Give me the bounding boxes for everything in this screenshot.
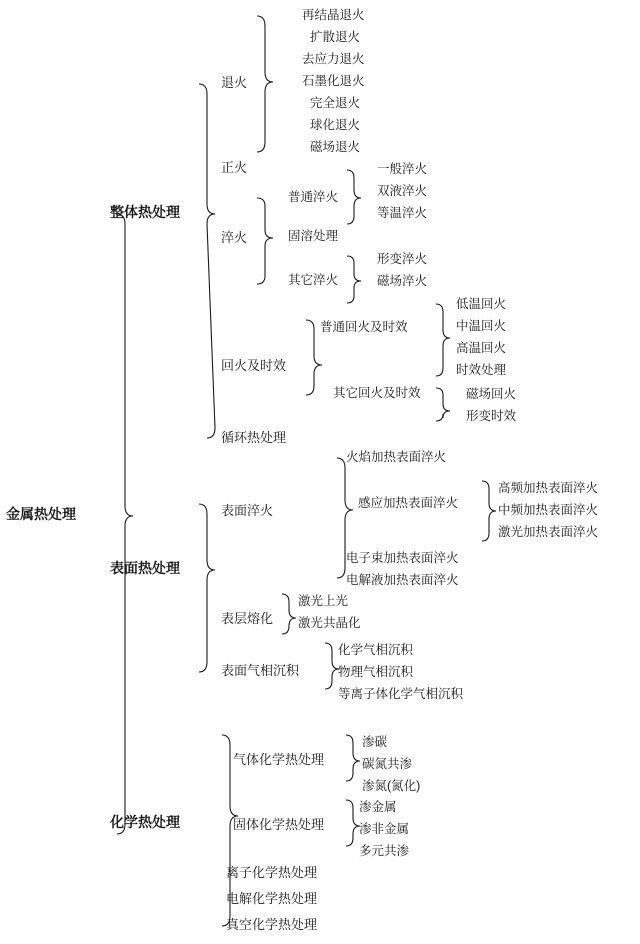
- leaf-node[interactable]: 双液淬火: [377, 184, 428, 198]
- leaf-node[interactable]: 电子束加热表面淬火: [346, 551, 459, 565]
- leaf-node[interactable]: 再结晶退火: [302, 8, 365, 22]
- leaf-node[interactable]: 多元共渗: [359, 844, 410, 858]
- node-other-tempering-aging[interactable]: 其它回火及时效: [333, 386, 421, 400]
- leaf-node[interactable]: 高温回火: [456, 341, 507, 355]
- node-solution-treatment[interactable]: 固溶处理: [288, 229, 339, 243]
- leaf-node[interactable]: 石墨化退火: [302, 74, 365, 88]
- leaf-node[interactable]: 磁场回火: [466, 387, 517, 401]
- node-electrolytic-chemical-heat-treatment[interactable]: 电解化学热处理: [226, 891, 318, 906]
- leaf-node[interactable]: 火焰加热表面淬火: [346, 450, 447, 464]
- node-normalizing[interactable]: 正火: [221, 160, 248, 175]
- leaf-node[interactable]: 完全退火: [310, 96, 361, 110]
- leaf-node[interactable]: 渗金属: [359, 800, 397, 814]
- node-gas-chemical-heat-treatment[interactable]: 气体化学热处理: [233, 752, 325, 767]
- leaf-node[interactable]: 激光上光: [298, 594, 349, 608]
- branch-node-whole-heat-treatment[interactable]: 整体热处理: [110, 204, 180, 220]
- leaf-node[interactable]: 磁场淬火: [377, 274, 428, 288]
- leaf-node[interactable]: 球化退火: [310, 118, 361, 132]
- node-vacuum-chemical-heat-treatment[interactable]: 真空化学热处理: [226, 917, 318, 932]
- leaf-node[interactable]: 激光加热表面淬火: [498, 525, 599, 539]
- node-surface-quenching[interactable]: 表面淬火: [221, 503, 274, 518]
- leaf-node[interactable]: 高频加热表面淬火: [498, 481, 599, 495]
- node-ion-chemical-heat-treatment[interactable]: 离子化学热处理: [226, 865, 318, 880]
- leaf-node[interactable]: 磁场退火: [310, 140, 361, 154]
- leaf-node[interactable]: 扩散退火: [310, 30, 361, 44]
- root-node[interactable]: 金属热处理: [6, 506, 76, 522]
- leaf-node[interactable]: 渗碳: [362, 735, 388, 749]
- node-tempering-aging[interactable]: 回火及时效: [221, 358, 287, 373]
- leaf-node[interactable]: 等温淬火: [377, 206, 428, 220]
- leaf-node[interactable]: 激光共晶化: [298, 616, 361, 630]
- leaf-node[interactable]: 形变淬火: [377, 252, 428, 266]
- leaf-node[interactable]: 去应力退火: [302, 52, 365, 66]
- leaf-node[interactable]: 等离子体化学气相沉积: [338, 687, 464, 701]
- leaf-node[interactable]: 形变时效: [466, 409, 517, 423]
- node-surface-melting[interactable]: 表层熔化: [221, 611, 274, 626]
- node-ordinary-tempering-aging[interactable]: 普通回火及时效: [320, 320, 408, 334]
- branch-node-surface-heat-treatment[interactable]: 表面热处理: [110, 560, 180, 576]
- node-ordinary-quenching[interactable]: 普通淬火: [288, 190, 339, 204]
- leaf-node[interactable]: 渗氮(氮化): [362, 779, 421, 793]
- leaf-node[interactable]: 中频加热表面淬火: [498, 503, 599, 517]
- node-annealing[interactable]: 退火: [221, 75, 248, 90]
- node-solid-chemical-heat-treatment[interactable]: 固体化学热处理: [233, 817, 325, 832]
- node-cyclic-heat-treatment[interactable]: 循环热处理: [221, 430, 287, 445]
- node-other-quenching[interactable]: 其它淬火: [288, 273, 339, 287]
- leaf-node[interactable]: 中温回火: [456, 319, 507, 333]
- leaf-node[interactable]: 碳氮共渗: [362, 757, 413, 771]
- leaf-node[interactable]: 电解液加热表面淬火: [346, 573, 459, 587]
- node-surface-vapor-deposition[interactable]: 表面气相沉积: [221, 663, 300, 678]
- node-induction-surface-quenching[interactable]: 感应加热表面淬火: [358, 496, 459, 510]
- leaf-node[interactable]: 化学气相沉积: [338, 643, 414, 657]
- node-quenching[interactable]: 淬火: [221, 230, 248, 245]
- leaf-node[interactable]: 一般淬火: [377, 162, 428, 176]
- leaf-node[interactable]: 渗非金属: [359, 822, 410, 836]
- leaf-node[interactable]: 物理气相沉积: [338, 665, 414, 679]
- branch-node-chemical-heat-treatment[interactable]: 化学热处理: [110, 814, 180, 830]
- leaf-node[interactable]: 低温回火: [456, 297, 507, 311]
- leaf-node[interactable]: 时效处理: [456, 363, 507, 377]
